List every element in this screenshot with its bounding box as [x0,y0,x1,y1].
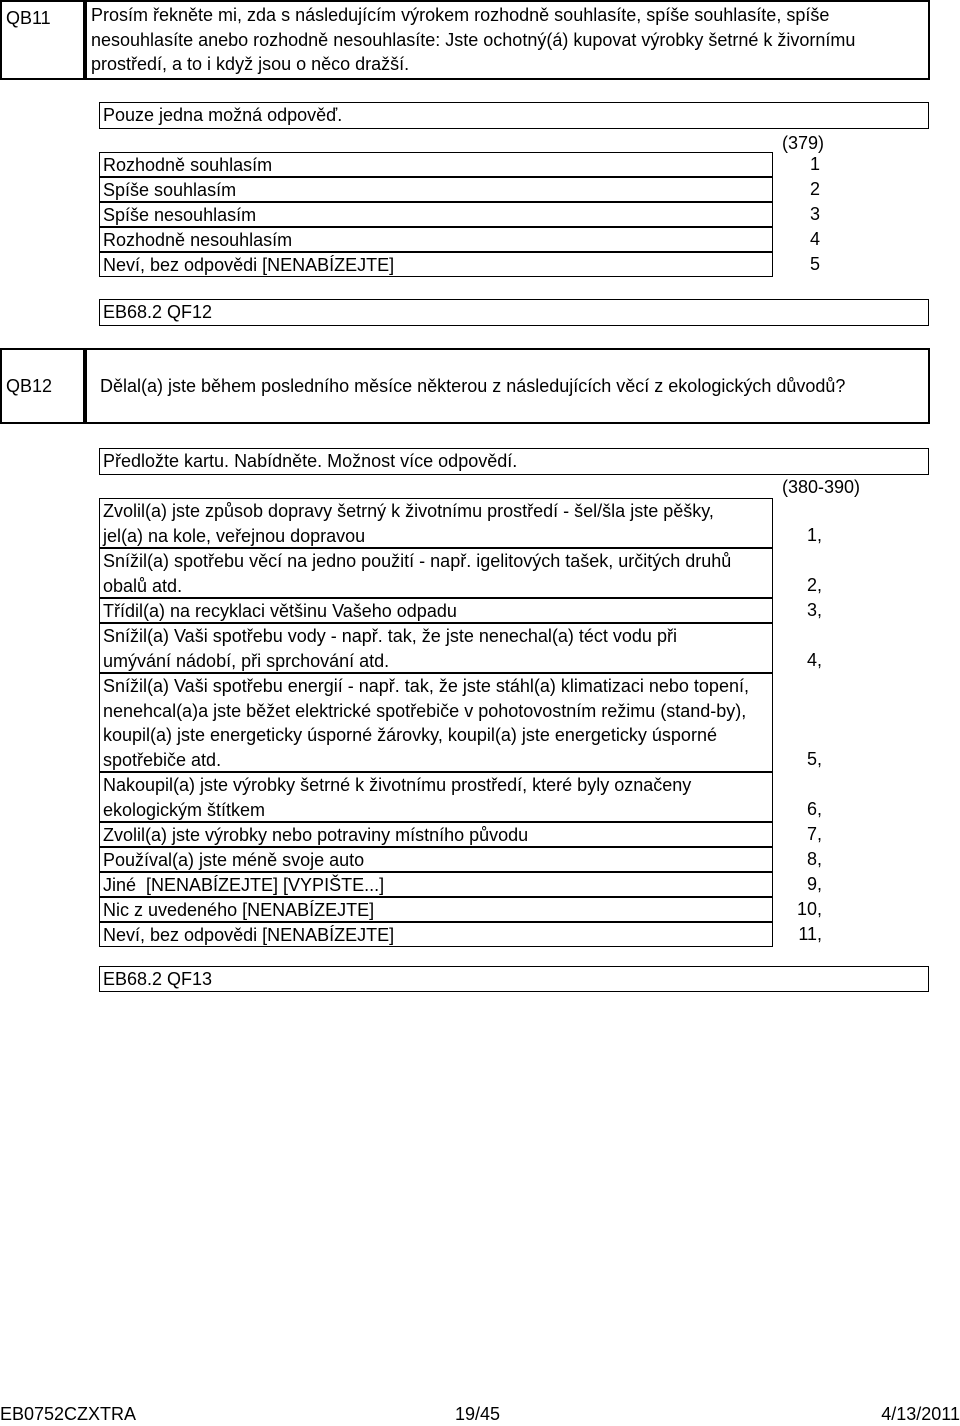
answer-label: Zvolil(a) jste výrobky nebo potraviny místního původu [99,822,773,847]
answer-label: Neví, bez odpovědi [NENABÍZEJTE] [99,252,773,277]
answer-code: 4 [809,229,820,249]
qb12-instruction: Předložte kartu. Nabídněte. Možnost více odpovědí. [99,448,929,475]
answer-code: 10, [796,899,822,919]
answer-code: 3, [806,600,822,620]
qb11-column-code: (379) [781,133,824,153]
answer-label: Neví, bez odpovědi [NENABÍZEJTE] [99,922,773,947]
qb12-column-code: (380-390) [781,477,860,497]
qb11-id: QB11 [6,8,51,28]
answer-code: 5, [806,749,822,769]
answer-label: Nic z uvedeného [NENABÍZEJTE] [99,897,773,922]
answer-code: 1 [809,154,820,174]
qb12-source: EB68.2 QF13 [99,966,929,992]
answer-code: 8, [806,849,822,869]
footer-date: 4/13/2011 [881,1404,960,1424]
answer-label: Jiné [NENABÍZEJTE] [VYPIŠTE...] [99,872,773,897]
answer-label: Spíše nesouhlasím [99,202,773,227]
qb11-question: Prosím řekněte mi, zda s následujícím výrokem rozhodně souhlasíte, spíše souhlasíte, spíše nesouhlasíte anebo rozhodně nesouhlasíte: Jste ochotný(á) kupovat výrobky šetrné k živornímu prostředí, a to i když jsou o něco dražší. [91,5,856,74]
answer-code: 5 [809,254,820,274]
answer-label: Třídil(a) na recyklaci většinu Vašeho odpadu [99,598,773,623]
qb12-question: Dělal(a) jste během posledního měsíce některou z následujících věcí z ekologických důvodů? [100,376,846,396]
footer-doc-id: EB0752CZXTRA [0,1404,137,1424]
answer-code: 3 [809,204,820,224]
qb11-instruction: Pouze jedna možná odpověď. [99,102,929,129]
answer-code: 2 [809,179,820,199]
qb12-id: QB12 [6,376,53,396]
answer-label: Zvolil(a) jste způsob dopravy šetrný k životnímu prostředí - šel/šla jste pěšky, jel(a) na kole, veřejnou dopravou [99,498,773,548]
answer-label: Snížil(a) spotřebu věcí na jedno použití - např. igelitových tašek, určitých druhů obalů atd. [99,548,773,598]
answer-code: 4, [806,650,822,670]
footer-page-number: 19/45 [455,1404,501,1424]
answer-label: Snížil(a) Vaši spotřebu vody - např. tak, že jste nenechal(a) téct vodu při umývání nádobí, při sprchování atd. [99,623,773,673]
answer-code: 6, [806,799,822,819]
answer-label: Nakoupil(a) jste výrobky šetrné k životnímu prostředí, které byly označeny ekologickým štítkem [99,772,773,822]
answer-label: Používal(a) jste méně svoje auto [99,847,773,872]
qb11-source: EB68.2 QF12 [99,299,929,326]
answer-label: Rozhodně nesouhlasím [99,227,773,252]
answer-code: 1, [806,525,822,545]
answer-code: 2, [806,575,822,595]
answer-label: Snížil(a) Vaši spotřebu energií - např. tak, že jste stáhl(a) klimatizaci nebo topení, nenehcal(a)a jste běžet elektrické spotřebiče v pohotovostním režimu (stand-by), koupil(a) jste energeticky úsporné žárovky, koupil(a) jste energeticky úsporné spotřebiče atd. [99,673,773,772]
answer-code: 11, [798,924,822,944]
answer-code: 7, [806,824,822,844]
answer-label: Rozhodně souhlasím [99,152,773,177]
answer-label: Spíše souhlasím [99,177,773,202]
answer-code: 9, [806,874,822,894]
